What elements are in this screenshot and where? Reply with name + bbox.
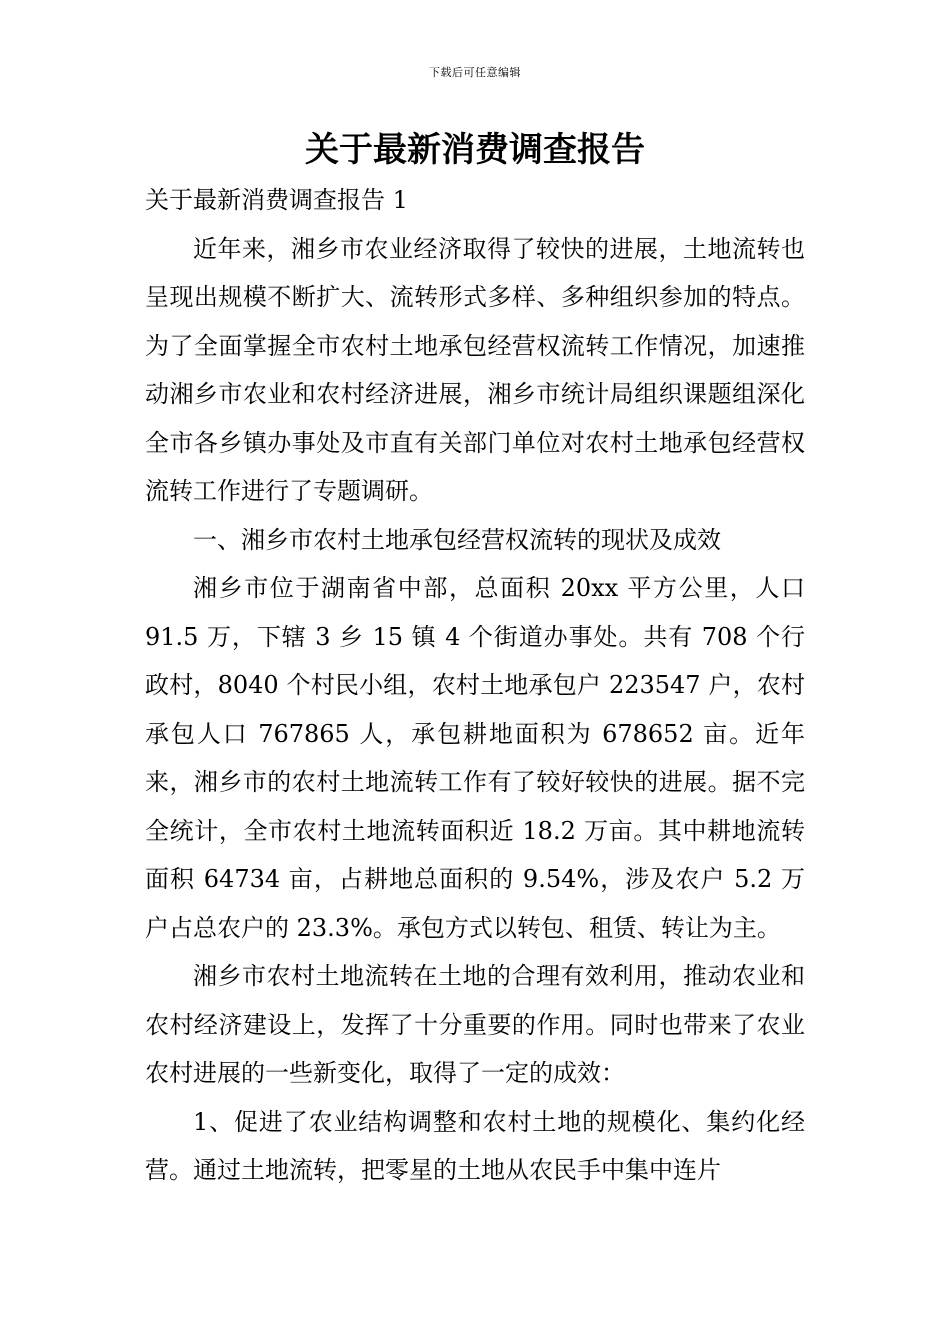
document-title: 关于最新消费调查报告 [305, 130, 645, 170]
paragraph-intro: 近年来，湘乡市农业经济取得了较快的进展，土地流转也呈现出规模不断扩大、流转形式多样、多种组织参加的特点。为了全面掌握全市农村土地承包经营权流转工作情况，加速推动湘乡市农业和农村经济进展，湘乡市统计局组织课题组深化全市各乡镇办事处及市直有关部门单位对农村土地承包经营权流转工作进行了专题调研。 [145, 234, 805, 505]
document-body [145, 176, 805, 1195]
paragraph-status: 湘乡市位于湖南省中部，总面积 20xx 平方公里，人口 91.5 万，下辖 3 乡 15 镇 4 个街道办事处。共有 708 个行政村，8040 个村民小组，农村土地承包户 223547 户，农村承包人口 767865 人，承包耕地面积为 678652 亩。近年来，湘乡市的农村土地流转工作有了较好较快的进展。据不完全统计，全市农村土地流转面积近 18.2 万亩。其中耕地流转面积 64734 亩，占耕地总面积的 9.54%，涉及农户 5.2 万户占总农户的 23.3%。承包方式以转包、租赁、转让为主。 [145, 574, 805, 942]
report-subtitle: 关于最新消费调查报告 1 [145, 186, 408, 214]
section-heading-1: 一、湘乡市农村土地承包经营权流转的现状及成效 [193, 525, 721, 554]
page-header-note: 下载后可任意编辑 [429, 66, 521, 79]
paragraph-point-1: 1、促进了农业结构调整和农村土地的规模化、集约化经营。通过土地流转，把零星的土地从农民手中集中连片 [145, 1107, 805, 1184]
paragraph-effects: 湘乡市农村土地流转在土地的合理有效利用，推动农业和农村经济建设上，发挥了十分重要的作用。同时也带来了农业农村进展的一些新变化，取得了一定的成效： [145, 962, 805, 1087]
